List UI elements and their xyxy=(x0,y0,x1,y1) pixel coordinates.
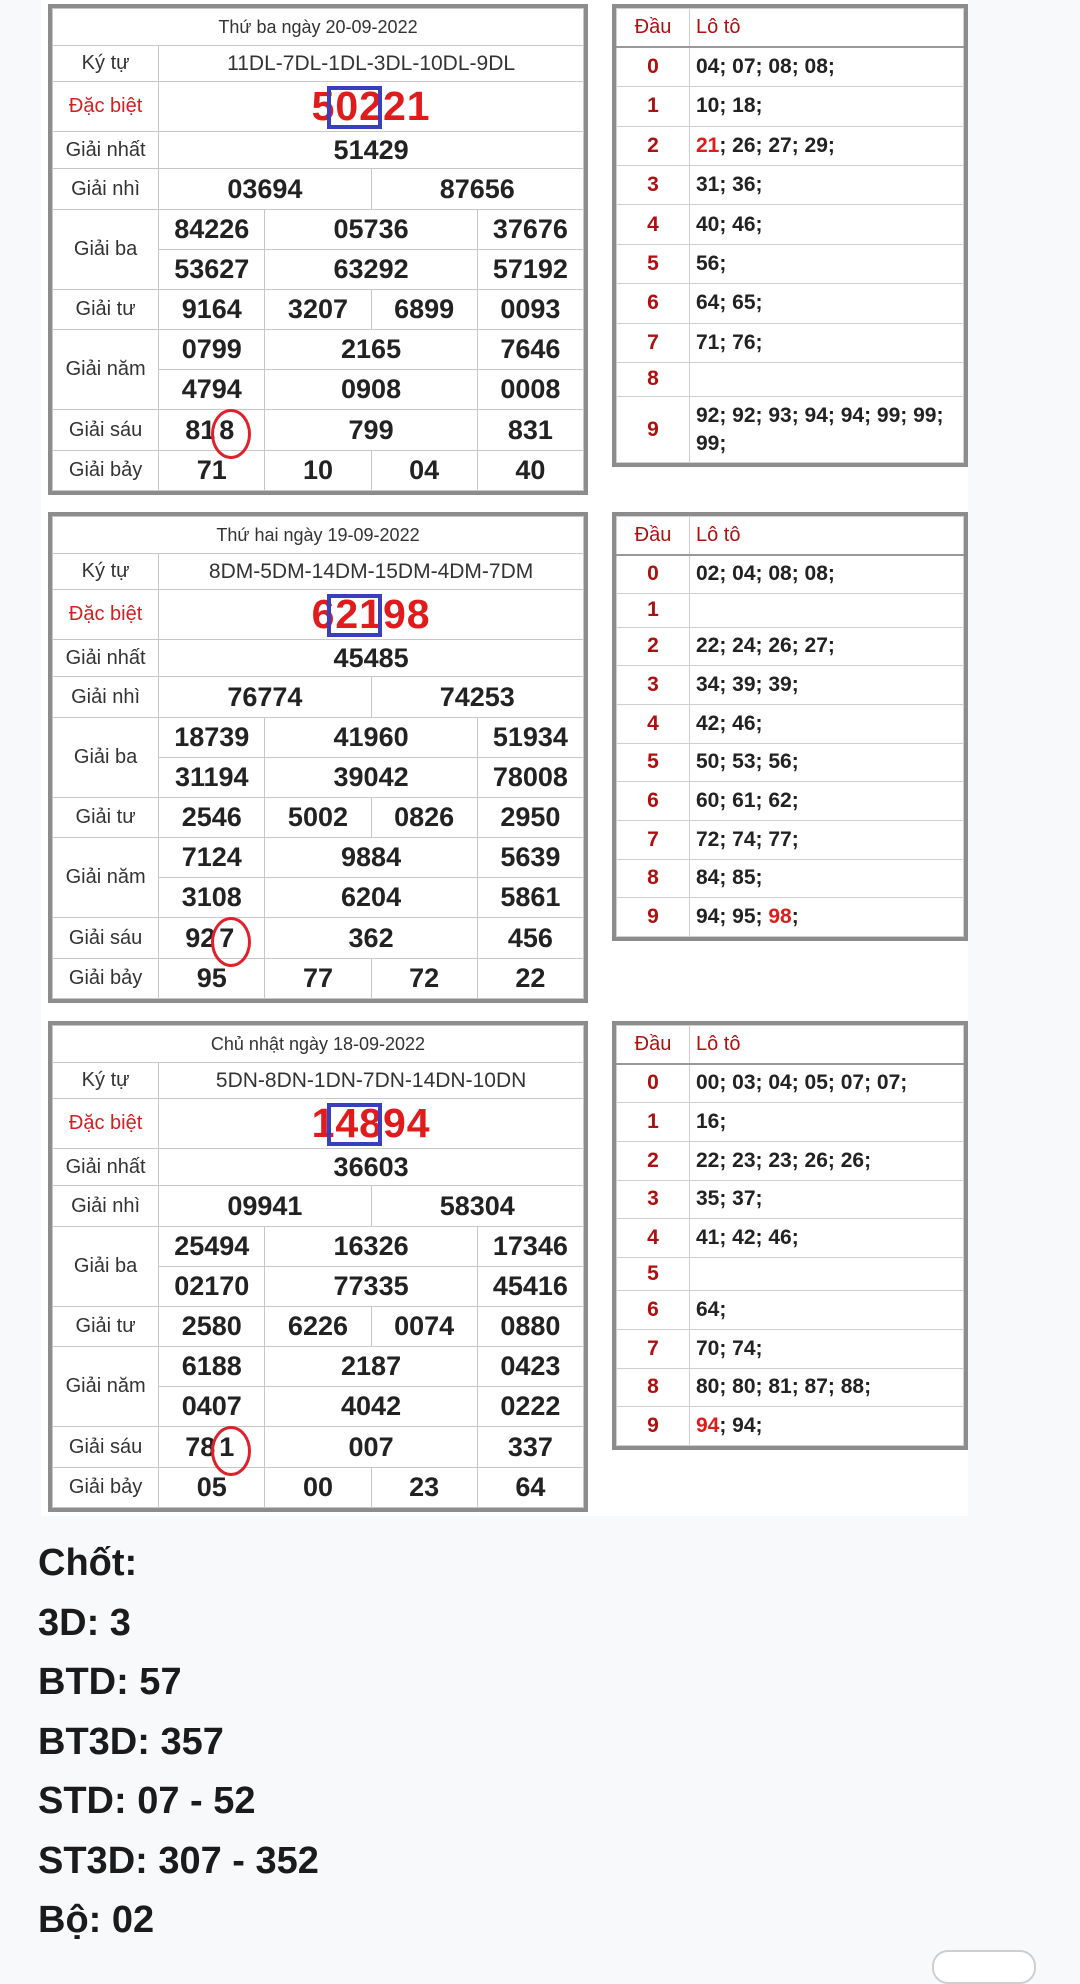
second-prize-value: 74253 xyxy=(371,677,583,718)
dau-value: 1 xyxy=(617,594,690,627)
loto-values: 04; 07; 08; 08; xyxy=(690,47,964,87)
fifth-prize-label: Giải năm xyxy=(53,838,159,918)
fourth-prize-label: Giải tư xyxy=(53,1307,159,1347)
seventh-prize-value: 04 xyxy=(371,451,477,491)
loto-table-3 xyxy=(612,1021,968,1450)
third-prize-value: 78008 xyxy=(477,758,583,798)
sixth-prize-value: 456 xyxy=(477,918,583,959)
loto-values: 35; 37; xyxy=(690,1180,964,1219)
sixth-prize-label: Giải sáu xyxy=(53,918,159,959)
circled-digit: 8 xyxy=(215,415,238,446)
loto-values: 31; 36; xyxy=(690,165,964,204)
loto-values: 72; 74; 77; xyxy=(690,820,964,859)
dau-value: 5 xyxy=(617,1257,690,1290)
fifth-prize-label: Giải năm xyxy=(53,330,159,410)
dau-value: 7 xyxy=(617,323,690,362)
seventh-prize-value: 22 xyxy=(477,959,583,999)
loto-values: 94; 94; xyxy=(690,1407,964,1446)
loto-values: 16; xyxy=(690,1103,964,1142)
fourth-prize-value: 0880 xyxy=(477,1307,583,1347)
fifth-prize-value: 4794 xyxy=(159,370,265,410)
third-prize-value: 25494 xyxy=(159,1227,265,1267)
third-prize-value: 63292 xyxy=(265,250,477,290)
fourth-prize-value: 2580 xyxy=(159,1307,265,1347)
loto-values: 92; 92; 93; 94; 94; 99; 99; 99; xyxy=(690,397,964,463)
first-prize-label: Giải nhất xyxy=(53,1149,159,1186)
fifth-prize-value: 2165 xyxy=(265,330,477,370)
fourth-prize-value: 3207 xyxy=(265,290,371,330)
second-prize-value: 58304 xyxy=(371,1186,583,1227)
first-prize-label: Giải nhất xyxy=(53,640,159,677)
sixth-prize-value: 831 xyxy=(477,410,583,451)
loto-values: 40; 46; xyxy=(690,205,964,244)
loto-values: 41; 42; 46; xyxy=(690,1219,964,1258)
loto-values: 21; 26; 27; 29; xyxy=(690,126,964,165)
dau-value: 0 xyxy=(617,1064,690,1103)
loto-values: 50; 53; 56; xyxy=(690,743,964,782)
loto-values: 64; xyxy=(690,1291,964,1330)
dau-value: 1 xyxy=(617,1103,690,1142)
seventh-prize-value: 95 xyxy=(159,959,265,999)
prediction-line: 3D: 3 xyxy=(38,1601,131,1644)
loto-values: 22; 23; 23; 26; 26; xyxy=(690,1141,964,1180)
loto-values xyxy=(690,362,964,396)
third-prize-value: 45416 xyxy=(477,1267,583,1307)
third-prize-label: Giải ba xyxy=(53,1227,159,1307)
dau-value: 6 xyxy=(617,1291,690,1330)
draw-date-title: Chủ nhật ngày 18-09-2022 xyxy=(53,1026,584,1063)
loto-values: 64; 65; xyxy=(690,284,964,323)
dau-value: 6 xyxy=(617,782,690,821)
sixth-prize-label: Giải sáu xyxy=(53,1427,159,1468)
second-prize-value: 76774 xyxy=(159,677,371,718)
seventh-prize-value: 64 xyxy=(477,1468,583,1508)
kyty-label: Ký tự xyxy=(53,1063,159,1099)
third-prize-value: 84226 xyxy=(159,210,265,250)
results-table-1 xyxy=(48,4,588,495)
dau-value: 8 xyxy=(617,859,690,898)
sixth-prize-value: 007 xyxy=(265,1427,477,1468)
fourth-prize-label: Giải tư xyxy=(53,290,159,330)
seventh-prize-label: Giải bảy xyxy=(53,451,159,491)
special-prize-label: Đặc biệt xyxy=(53,1099,159,1149)
special-prize-value: 14894 xyxy=(159,1099,584,1149)
circled-digit: 1 xyxy=(215,1432,238,1463)
fifth-prize-value: 3108 xyxy=(159,878,265,918)
special-last-two-box xyxy=(327,86,382,129)
loto-values: 60; 61; 62; xyxy=(690,782,964,821)
dau-value: 0 xyxy=(617,555,690,594)
special-prize-label: Đặc biệt xyxy=(53,590,159,640)
fifth-prize-value: 0407 xyxy=(159,1387,265,1427)
third-prize-label: Giải ba xyxy=(53,210,159,290)
dau-value: 0 xyxy=(617,47,690,87)
dau-value: 4 xyxy=(617,205,690,244)
first-prize-value: 45485 xyxy=(159,640,584,677)
seventh-prize-value: 72 xyxy=(371,959,477,999)
kyty-value: 8DM-5DM-14DM-15DM-4DM-7DM xyxy=(159,554,584,590)
sixth-prize-value-circled: 81 8 xyxy=(159,410,265,451)
loto-values: 80; 80; 81; 87; 88; xyxy=(690,1368,964,1407)
first-prize-label: Giải nhất xyxy=(53,132,159,169)
loto-values: 71; 76; xyxy=(690,323,964,362)
sixth-prize-label: Giải sáu xyxy=(53,410,159,451)
fifth-prize-value: 0799 xyxy=(159,330,265,370)
loto-header: Lô tô xyxy=(690,1026,964,1064)
dau-value: 6 xyxy=(617,284,690,323)
fifth-prize-value: 7646 xyxy=(477,330,583,370)
loto-values: 00; 03; 04; 05; 07; 07; xyxy=(690,1064,964,1103)
third-prize-value: 31194 xyxy=(159,758,265,798)
loto-values: 22; 24; 26; 27; xyxy=(690,627,964,666)
fourth-prize-value: 0074 xyxy=(371,1307,477,1347)
dau-value: 3 xyxy=(617,165,690,204)
third-prize-value: 02170 xyxy=(159,1267,265,1307)
fourth-prize-value: 9164 xyxy=(159,290,265,330)
prediction-line: Bộ: 02 xyxy=(38,1899,155,1941)
dau-value: 9 xyxy=(617,898,690,937)
seventh-prize-value: 23 xyxy=(371,1468,477,1508)
dau-header: Đầu xyxy=(617,517,690,555)
seventh-prize-value: 40 xyxy=(477,451,583,491)
third-prize-value: 39042 xyxy=(265,758,477,798)
kyty-label: Ký tự xyxy=(53,554,159,590)
kyty-value: 11DL-7DL-1DL-3DL-10DL-9DL xyxy=(159,46,584,82)
fourth-prize-value: 6226 xyxy=(265,1307,371,1347)
prediction-line: BT3D: 357 xyxy=(38,1720,224,1763)
fourth-prize-label: Giải tư xyxy=(53,798,159,838)
third-prize-value: 57192 xyxy=(477,250,583,290)
loto-values xyxy=(690,594,964,627)
dau-value: 9 xyxy=(617,1407,690,1446)
first-prize-value: 36603 xyxy=(159,1149,584,1186)
fifth-prize-value: 4042 xyxy=(265,1387,477,1427)
draw-block-1 xyxy=(48,4,968,499)
third-prize-value: 18739 xyxy=(159,718,265,758)
third-prize-label: Giải ba xyxy=(53,718,159,798)
dau-value: 2 xyxy=(617,1141,690,1180)
draw-block-2 xyxy=(48,512,968,1007)
third-prize-value: 16326 xyxy=(265,1227,477,1267)
second-prize-label: Giải nhì xyxy=(53,677,159,718)
floating-button-edge[interactable] xyxy=(932,1950,1036,1984)
kyty-value: 5DN-8DN-1DN-7DN-14DN-10DN xyxy=(159,1063,584,1099)
special-prize-label: Đặc biệt xyxy=(53,82,159,132)
loto-values: 56; xyxy=(690,244,964,283)
third-prize-value: 77335 xyxy=(265,1267,477,1307)
seventh-prize-label: Giải bảy xyxy=(53,959,159,999)
fifth-prize-value: 9884 xyxy=(265,838,477,878)
fifth-prize-value: 0222 xyxy=(477,1387,583,1427)
sixth-prize-value-circled: 92 7 xyxy=(159,918,265,959)
fifth-prize-value: 2187 xyxy=(265,1347,477,1387)
third-prize-value: 17346 xyxy=(477,1227,583,1267)
special-last-two-box xyxy=(327,1103,382,1146)
dau-header: Đầu xyxy=(617,1026,690,1064)
fourth-prize-value: 2546 xyxy=(159,798,265,838)
dau-value: 2 xyxy=(617,126,690,165)
fifth-prize-value: 5639 xyxy=(477,838,583,878)
special-prize-value: 50221 xyxy=(159,82,584,132)
dau-header: Đầu xyxy=(617,9,690,47)
second-prize-value: 09941 xyxy=(159,1186,371,1227)
dau-value: 7 xyxy=(617,1329,690,1368)
dau-value: 8 xyxy=(617,362,690,396)
loto-values: 34; 39; 39; xyxy=(690,666,964,705)
dau-value: 5 xyxy=(617,244,690,283)
loto-header: Lô tô xyxy=(690,9,964,47)
fifth-prize-value: 0008 xyxy=(477,370,583,410)
third-prize-value: 51934 xyxy=(477,718,583,758)
third-prize-value: 05736 xyxy=(265,210,477,250)
dau-value: 4 xyxy=(617,1219,690,1258)
sixth-prize-value-circled: 78 1 xyxy=(159,1427,265,1468)
prediction-line: BTD: 57 xyxy=(38,1661,182,1703)
highlighted-number: 98 xyxy=(768,905,792,929)
fifth-prize-label: Giải năm xyxy=(53,1347,159,1427)
results-table-3 xyxy=(48,1021,588,1512)
fifth-prize-value: 6204 xyxy=(265,878,477,918)
fourth-prize-value: 2950 xyxy=(477,798,583,838)
seventh-prize-value: 10 xyxy=(265,451,371,491)
circled-digit: 7 xyxy=(215,923,238,954)
seventh-prize-value: 00 xyxy=(265,1468,371,1508)
dau-value: 8 xyxy=(617,1368,690,1407)
fourth-prize-value: 0093 xyxy=(477,290,583,330)
third-prize-value: 37676 xyxy=(477,210,583,250)
dau-value: 7 xyxy=(617,820,690,859)
prediction-title: Chốt: xyxy=(38,1542,138,1584)
draw-date-title: Thứ ba ngày 20-09-2022 xyxy=(53,9,584,46)
sixth-prize-value: 799 xyxy=(265,410,477,451)
second-prize-label: Giải nhì xyxy=(53,1186,159,1227)
fourth-prize-value: 0826 xyxy=(371,798,477,838)
third-prize-value: 41960 xyxy=(265,718,477,758)
seventh-prize-value: 71 xyxy=(159,451,265,491)
fourth-prize-value: 6899 xyxy=(371,290,477,330)
second-prize-label: Giải nhì xyxy=(53,169,159,210)
third-prize-value: 53627 xyxy=(159,250,265,290)
loto-values: 10; 18; xyxy=(690,87,964,126)
dau-value: 3 xyxy=(617,1180,690,1219)
loto-values xyxy=(690,1257,964,1290)
seventh-prize-value: 77 xyxy=(265,959,371,999)
seventh-prize-label: Giải bảy xyxy=(53,1468,159,1508)
loto-values: 70; 74; xyxy=(690,1329,964,1368)
dau-value: 1 xyxy=(617,87,690,126)
sixth-prize-value: 362 xyxy=(265,918,477,959)
loto-header: Lô tô xyxy=(690,517,964,555)
draw-date-title: Thứ hai ngày 19-09-2022 xyxy=(53,517,584,554)
dau-value: 9 xyxy=(617,397,690,463)
loto-values: 94; 95; 98; xyxy=(690,898,964,937)
dau-value: 2 xyxy=(617,627,690,666)
special-last-two-box xyxy=(327,594,382,637)
highlighted-number: 94 xyxy=(696,1414,720,1438)
loto-values: 84; 85; xyxy=(690,859,964,898)
prediction-line: STD: 07 - 52 xyxy=(38,1780,256,1822)
draw-block-3 xyxy=(48,1021,968,1516)
prediction-line: ST3D: 307 - 352 xyxy=(38,1839,319,1882)
loto-values: 02; 04; 08; 08; xyxy=(690,555,964,594)
fourth-prize-value: 5002 xyxy=(265,798,371,838)
fifth-prize-value: 5861 xyxy=(477,878,583,918)
dau-value: 4 xyxy=(617,704,690,743)
second-prize-value: 03694 xyxy=(159,169,371,210)
results-table-2 xyxy=(48,512,588,1003)
fifth-prize-value: 0423 xyxy=(477,1347,583,1387)
dau-value: 5 xyxy=(617,743,690,782)
dau-value: 3 xyxy=(617,666,690,705)
prediction-summary xyxy=(38,1534,319,1951)
special-prize-value: 62198 xyxy=(159,590,584,640)
fifth-prize-value: 0908 xyxy=(265,370,477,410)
fifth-prize-value: 7124 xyxy=(159,838,265,878)
fifth-prize-value: 6188 xyxy=(159,1347,265,1387)
seventh-prize-value: 05 xyxy=(159,1468,265,1508)
highlighted-number: 21 xyxy=(696,133,720,157)
second-prize-value: 87656 xyxy=(371,169,583,210)
first-prize-value: 51429 xyxy=(159,132,584,169)
sixth-prize-value: 337 xyxy=(477,1427,583,1468)
kyty-label: Ký tự xyxy=(53,46,159,82)
loto-table-2 xyxy=(612,512,968,941)
loto-table-1 xyxy=(612,4,968,467)
loto-values: 42; 46; xyxy=(690,704,964,743)
